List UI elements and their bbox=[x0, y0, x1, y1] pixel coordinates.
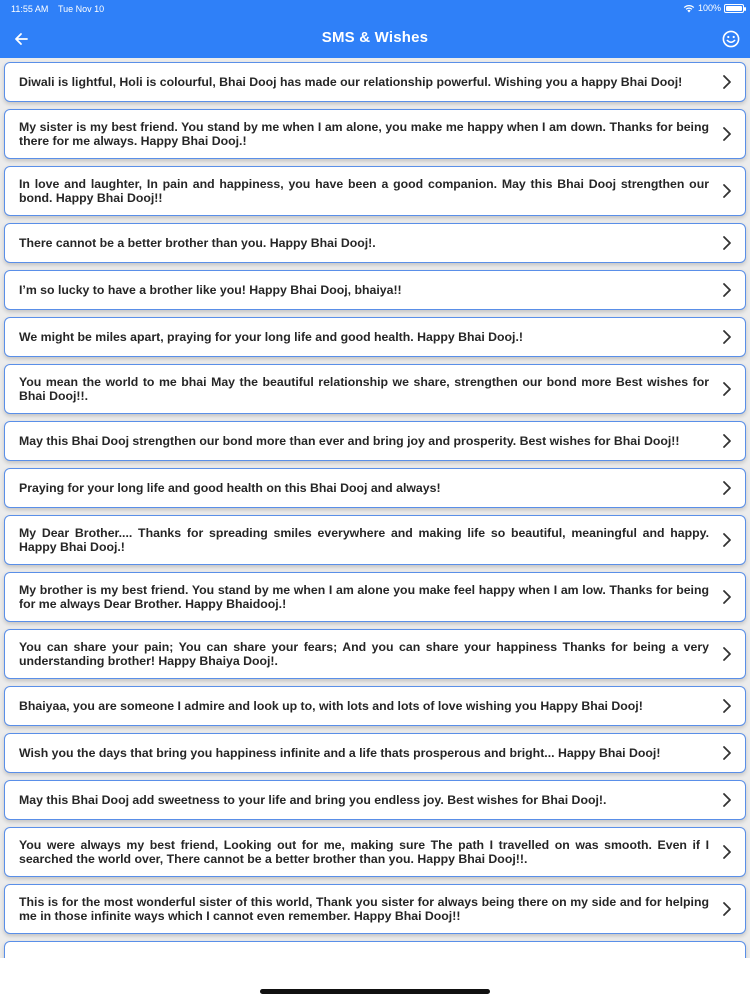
wish-card[interactable] bbox=[4, 827, 746, 877]
wish-text: My Dear Brother.... Thanks for spreading smiles everywhere and making life so beautiful, meaningful and happy. Happy Bhai Dooj.! bbox=[19, 526, 709, 554]
wish-text: Praying for your long life and good health on this Bhai Dooj and always! bbox=[19, 481, 441, 495]
status-indicators bbox=[683, 3, 744, 13]
status-time: 11:55 AM bbox=[11, 4, 49, 14]
chevron-right-icon bbox=[721, 532, 733, 548]
chevron-right-icon bbox=[721, 844, 733, 860]
wish-card[interactable] bbox=[4, 317, 746, 357]
wish-text: My brother is my best friend. You stand by me when I am alone you make feel happy when I am low. Thanks for being for me always Dear Brother. Happy Bhaidooj.! bbox=[19, 583, 709, 611]
wish-card[interactable] bbox=[4, 109, 746, 159]
chevron-right-icon bbox=[721, 126, 733, 142]
wish-text: I’m so lucky to have a brother like you! Happy Bhai Dooj, bhaiya!! bbox=[19, 283, 402, 297]
battery-icon bbox=[724, 4, 744, 13]
home-indicator[interactable] bbox=[260, 989, 490, 994]
battery-percent: 100% bbox=[697, 3, 721, 13]
wishes-list bbox=[0, 58, 750, 958]
wish-text: There cannot be a better brother than you. Happy Bhai Dooj!. bbox=[19, 236, 376, 250]
status-date: Tue Nov 10 bbox=[58, 4, 105, 14]
wish-text: We might be miles apart, praying for your long life and good health. Happy Bhai Dooj.! bbox=[19, 330, 523, 344]
wish-card[interactable] bbox=[4, 421, 746, 461]
wish-card[interactable] bbox=[4, 223, 746, 263]
chevron-right-icon bbox=[721, 698, 733, 714]
wish-text: May this Bhai Dooj add sweetness to your life and bring you endless joy. Best wishes for Bhai Dooj!. bbox=[19, 793, 607, 807]
wish-card[interactable] bbox=[4, 468, 746, 508]
wish-text: My sister is my best friend. You stand by me when I am alone, you make me happy when I am down. Thanks for being there for me always. Happy Bhai Dooj.! bbox=[19, 120, 709, 148]
wish-card[interactable] bbox=[4, 572, 746, 622]
wish-text: Diwali is lightful, Holi is colourful, Bhai Dooj has made our relationship powerful. Wishing you a happy Bhai Dooj! bbox=[19, 75, 683, 89]
wish-card[interactable] bbox=[4, 270, 746, 310]
chevron-right-icon bbox=[721, 745, 733, 761]
chevron-right-icon bbox=[721, 282, 733, 298]
chevron-right-icon bbox=[721, 183, 733, 199]
wish-text: In love and laughter, In pain and happiness, you have been a good companion. May this Bhai Dooj strengthen our bond. Happy Bhai Dooj!! bbox=[19, 177, 709, 205]
wifi-icon bbox=[683, 4, 695, 13]
wish-text: This is for the most wonderful sister of this world, Thank you sister for always being there on my side and for helping me in those infinite ways which I cannot even remember. Happy Bhai Dooj!! bbox=[19, 895, 709, 923]
wish-text: Wish you the days that bring you happiness infinite and a life thats prosperous and bright... Happy Bhai Dooj! bbox=[19, 746, 661, 760]
wish-card[interactable] bbox=[4, 629, 746, 679]
chevron-right-icon bbox=[721, 235, 733, 251]
page-title: SMS & Wishes bbox=[321, 29, 429, 46]
wish-text: May this Bhai Dooj strengthen our bond more than ever and bring joy and prosperity. Best wishes for Bhai Dooj!! bbox=[19, 434, 680, 448]
smiley-icon bbox=[722, 30, 740, 48]
wish-text: You can share your pain; You can share your fears; And you can share your happiness Thanks for being a very understanding brother! Happy Bhaiya Dooj!. bbox=[19, 640, 709, 668]
chevron-right-icon bbox=[721, 901, 733, 917]
wish-card[interactable] bbox=[4, 515, 746, 565]
wish-card[interactable] bbox=[4, 166, 746, 216]
wish-text: You mean the world to me bhai May the beautiful relationship we share, strengthen our bond more Best wishes for Bhai Dooj!!. bbox=[19, 375, 709, 403]
chevron-right-icon bbox=[721, 792, 733, 808]
chevron-right-icon bbox=[721, 433, 733, 449]
wish-card[interactable] bbox=[4, 62, 746, 102]
smiley-button[interactable] bbox=[718, 26, 744, 52]
chevron-right-icon bbox=[721, 329, 733, 345]
chevron-right-icon bbox=[721, 381, 733, 397]
app-header bbox=[0, 0, 750, 58]
chevron-right-icon bbox=[721, 589, 733, 605]
wish-card[interactable] bbox=[4, 686, 746, 726]
wish-card[interactable] bbox=[4, 884, 746, 934]
chevron-right-icon bbox=[721, 74, 733, 90]
wish-text: You were always my best friend, Looking out for me, making sure The path I travelled on was smooth. Even if I searched the world over, There cannot be a better brother than you. Happy Bhai Dooj!!. bbox=[19, 838, 709, 866]
wish-card[interactable] bbox=[4, 780, 746, 820]
status-bar bbox=[0, 0, 750, 18]
wish-card[interactable] bbox=[4, 733, 746, 773]
wish-text: Bhaiyaa, you are someone I admire and look up to, with lots and lots of love wishing you Happy Bhai Dooj! bbox=[19, 699, 643, 713]
chevron-right-icon bbox=[721, 646, 733, 662]
chevron-right-icon bbox=[721, 480, 733, 496]
wish-card[interactable] bbox=[4, 364, 746, 414]
